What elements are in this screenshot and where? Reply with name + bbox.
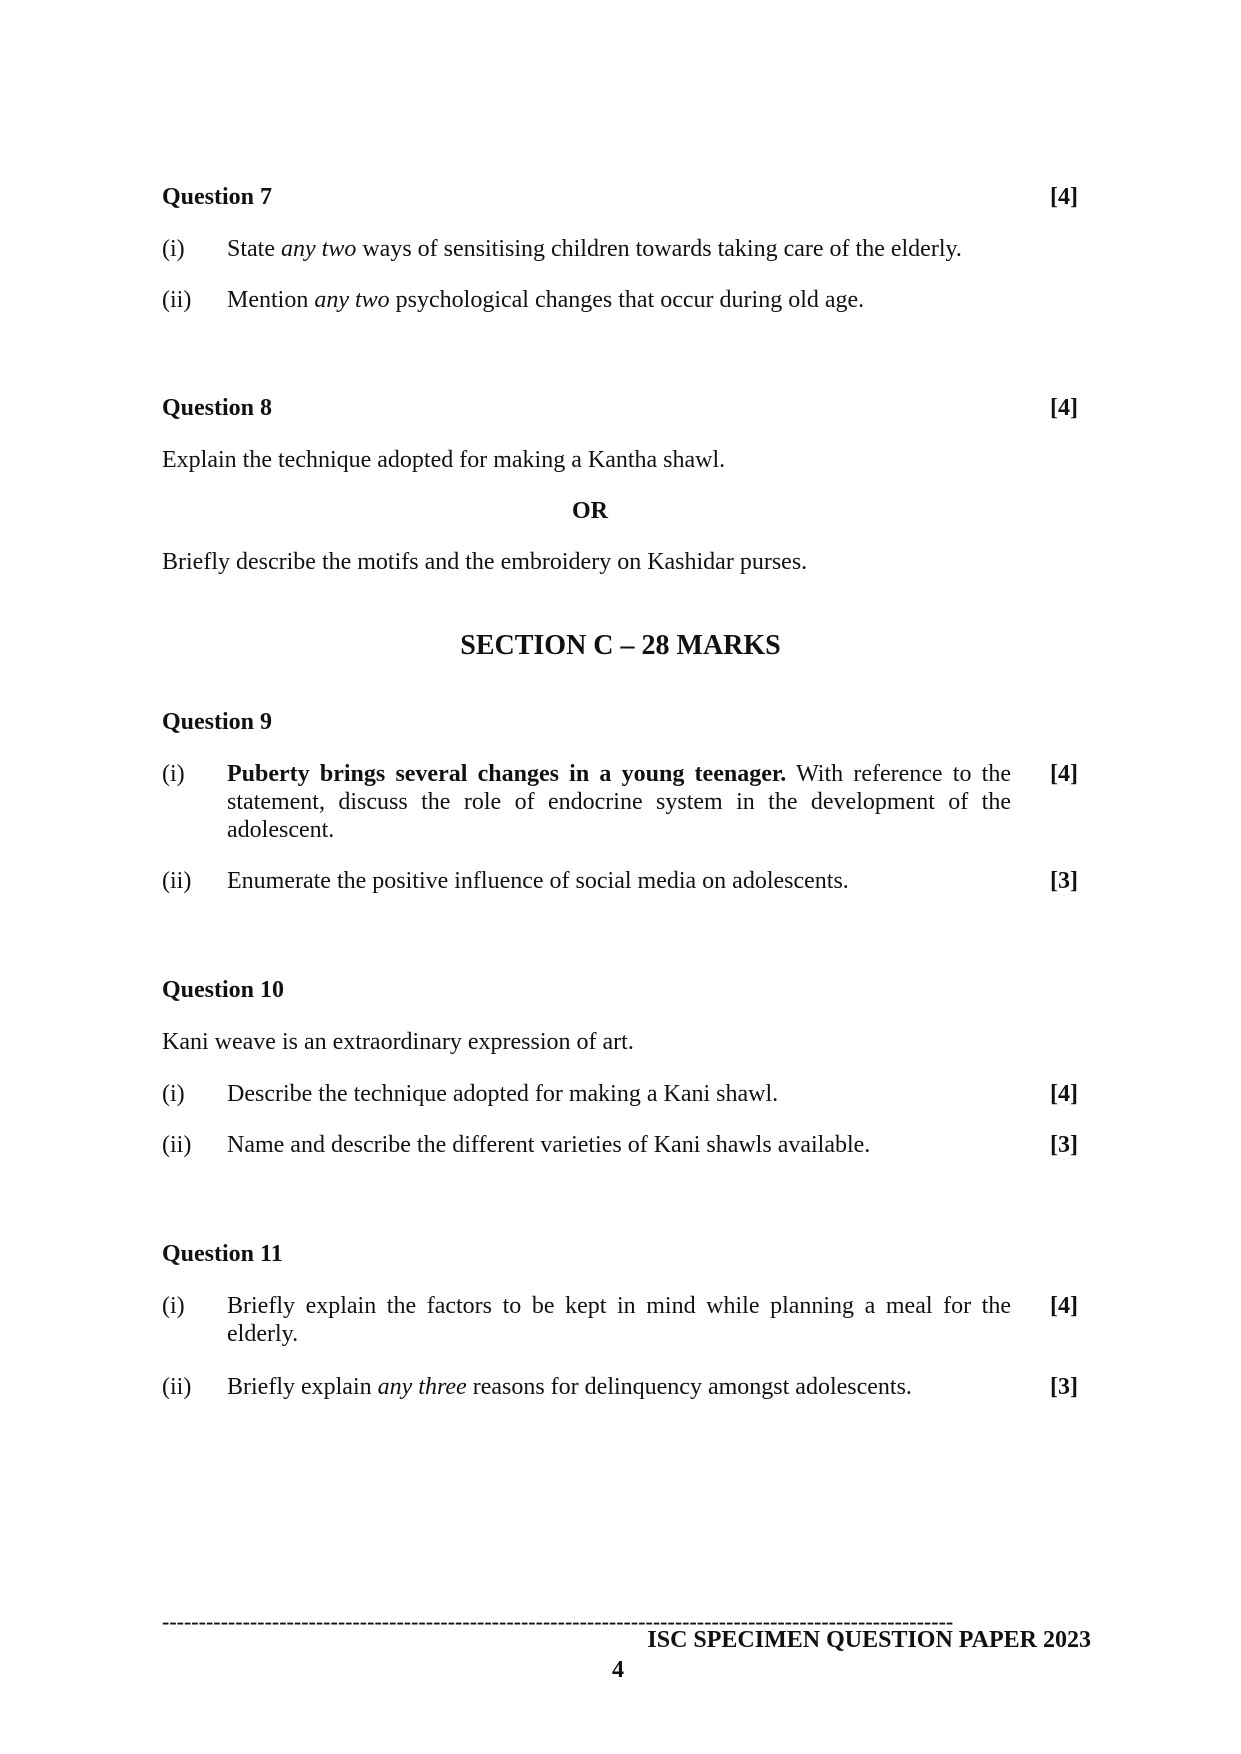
q7-item-1-number: (i)	[162, 236, 185, 262]
q11-item-2-marks: [3]	[1050, 1374, 1078, 1400]
q8-text-1: Explain the technique adopted for making a Kantha shawl.	[162, 447, 726, 473]
q9-item-2-text: Enumerate the positive influence of social media on adolescents.	[227, 868, 849, 894]
q10-item-1-marks: [4]	[1050, 1081, 1078, 1107]
footer-title: ISC SPECIMEN QUESTION PAPER 2023	[647, 1627, 1091, 1653]
q11-item-2-text: Briefly explain any three reasons for delinquency amongst adolescents.	[227, 1374, 912, 1400]
question-8-title: Question 8	[162, 395, 273, 421]
page-number: 4	[612, 1657, 624, 1683]
question-7-marks: [4]	[1050, 184, 1078, 210]
question-11-title: Question 11	[162, 1241, 283, 1267]
q9-item-2-number: (ii)	[162, 868, 192, 894]
q7-item-1-text: State any two ways of sensitising children towards taking care of the elderly.	[227, 236, 962, 262]
question-8-marks: [4]	[1050, 395, 1078, 421]
q7-item-2-number: (ii)	[162, 287, 192, 313]
q9-item-1-text: Puberty brings several changes in a young teenager. With reference to the statement, discuss the role of endocrine system in the development of the adolescent.	[227, 761, 1011, 843]
q11-item-1-marks: [4]	[1050, 1293, 1078, 1319]
q10-item-2-marks: [3]	[1050, 1132, 1078, 1158]
q11-item-2-number: (ii)	[162, 1374, 192, 1400]
footer-dashed-rule: ------------------------------------------------------------------------------------------------------------	[162, 1609, 954, 1634]
q8-or-separator: OR	[572, 498, 608, 524]
q10-item-1-number: (i)	[162, 1081, 185, 1107]
q11-item-1-number: (i)	[162, 1293, 185, 1319]
q10-item-1-text: Describe the technique adopted for making a Kani shawl.	[227, 1081, 779, 1107]
q10-item-2-number: (ii)	[162, 1132, 192, 1158]
section-c-heading: SECTION C – 28 MARKS	[460, 630, 781, 661]
q9-item-1-number: (i)	[162, 761, 185, 787]
question-9-title: Question 9	[162, 709, 273, 735]
question-7-title: Question 7	[162, 184, 273, 210]
q7-item-2-text: Mention any two psychological changes that occur during old age.	[227, 287, 865, 313]
q8-text-2: Briefly describe the motifs and the embroidery on Kashidar purses.	[162, 549, 808, 575]
q11-item-1-text: Briefly explain the factors to be kept in mind while planning a meal for the elderly.	[227, 1293, 1011, 1347]
question-10-title: Question 10	[162, 977, 285, 1003]
q9-item-1-marks: [4]	[1050, 761, 1078, 787]
q9-item-2-marks: [3]	[1050, 868, 1078, 894]
q10-intro: Kani weave is an extraordinary expression of art.	[162, 1029, 634, 1055]
q10-item-2-text: Name and describe the different varieties of Kani shawls available.	[227, 1132, 871, 1158]
